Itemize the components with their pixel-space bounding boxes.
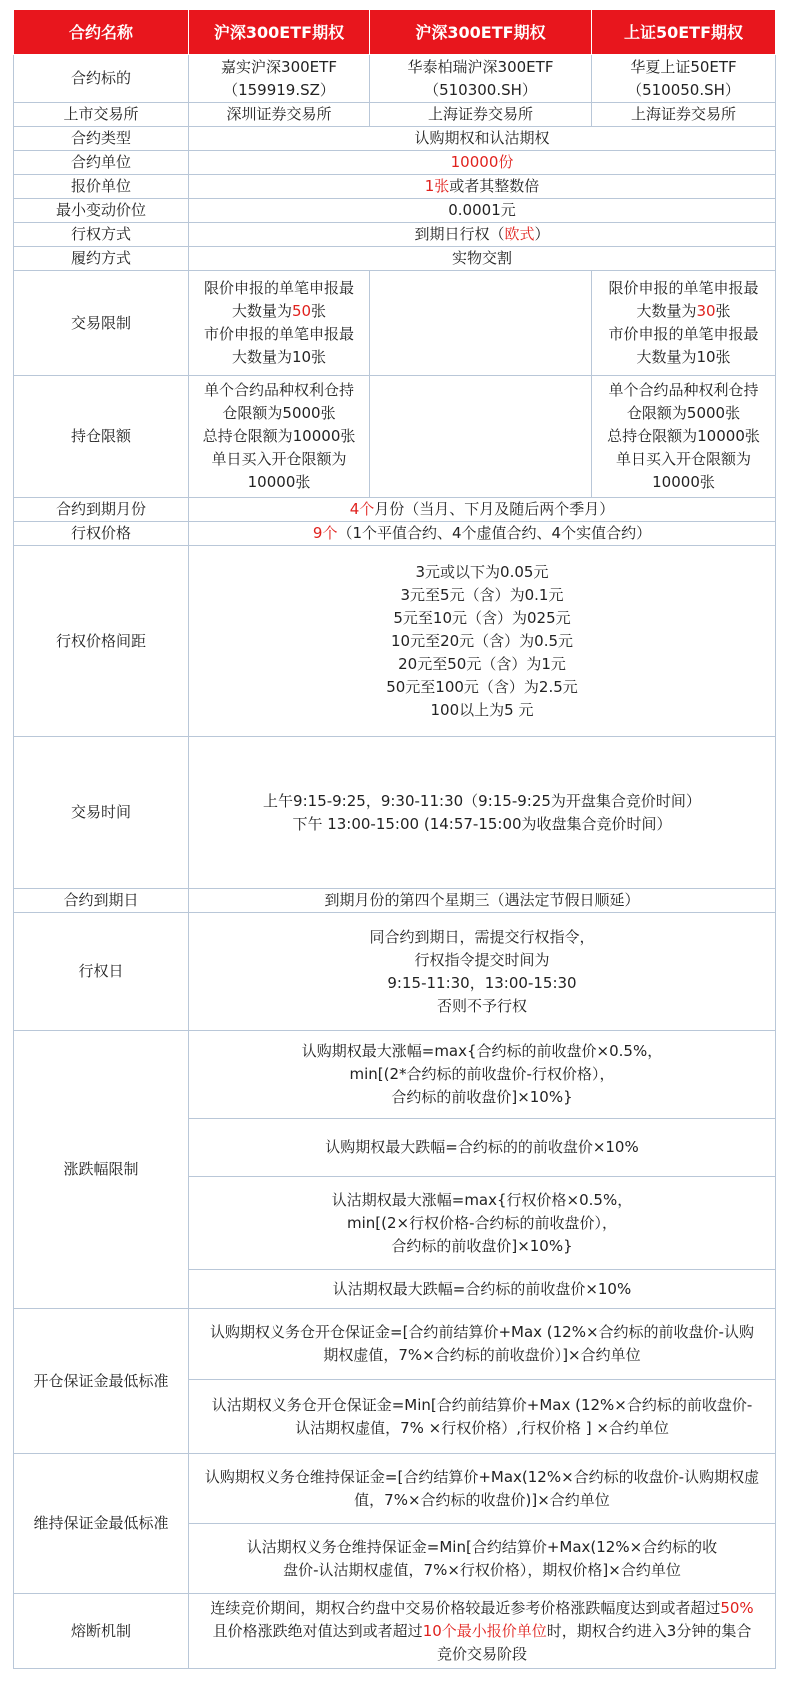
row-exercise-date (14, 913, 776, 1031)
cell-tick-size: 0.0001元 (189, 199, 776, 223)
cell-exercise-date (189, 913, 776, 1031)
circuit-breaker-line2-post: 时，期权合约进入3分钟的集合 (546, 1621, 752, 1640)
cell-underlying-c3 (592, 55, 776, 103)
cell-contract-type: 认购期权和认沽期权 (189, 127, 776, 151)
cell-settlement: 实物交割 (189, 247, 776, 271)
circuit-breaker-line2-red: 10个最小报价单位 (422, 1621, 547, 1640)
exercise-style-pre: 到期日行权（ (414, 225, 505, 243)
cell-position-limit-c1 (189, 376, 370, 498)
put-up-line: min[(2×行权价格-合约标的前收盘价）， (346, 1213, 618, 1232)
row-exercise-style (14, 223, 776, 247)
trade-limit-c1-line2-red: 50 (291, 302, 312, 320)
strike-interval-line: 50元至100元（含）为2.5元 (386, 677, 578, 696)
cell-underlying-c1 (189, 55, 370, 103)
cell-trade-limit-c2 (370, 271, 592, 376)
expiry-months-rest: 月份（当月、下月及随后两个季月） (374, 500, 615, 518)
label-position-limit: 持仓限额 (14, 376, 189, 498)
position-limit-c3-line: 单日买入开仓限额为 (615, 450, 751, 468)
trade-limit-c3-line2-pre: 大数量为 (636, 302, 697, 320)
cell-initial-margin-put (189, 1380, 776, 1454)
underlying-c1-code: （159919.SZ） (223, 80, 335, 99)
row-underlying (14, 55, 776, 103)
cell-strike-prices (189, 522, 776, 546)
strike-interval-line: 3元或以下为0.05元 (415, 562, 549, 581)
strike-interval-line: 100以上为5 元 (430, 700, 534, 719)
position-limit-c1-line: 单日买入开仓限额为 (211, 450, 347, 468)
underlying-c2-code: （510300.SH） (424, 80, 537, 99)
call-up-line: 认购期权最大涨幅=max{合约标的前收盘价×0.5%， (301, 1042, 663, 1060)
cell-circuit-breaker (189, 1594, 776, 1669)
trade-limit-c3-line2-post: 张 (715, 302, 731, 320)
cell-contract-unit: 10000份 (189, 151, 776, 175)
position-limit-c3-line: 10000张 (652, 473, 715, 491)
label-tick-size: 最小变动价位 (14, 199, 189, 223)
header-sz50: 上证50ETF期权 (592, 10, 776, 55)
row-expiry-date (14, 889, 776, 913)
maintenance-margin-call-line: 值，7%×合约标的收盘价)]×合约单位 (354, 1490, 610, 1509)
call-up-line: 合约标的前收盘价]×10%} (391, 1088, 573, 1106)
underlying-c3-code: （510050.SH） (627, 80, 740, 99)
trade-limit-c1-line2 (193, 300, 365, 323)
exercise-date-line: 9:15-11:30，13:00-15:30 (387, 973, 577, 992)
trading-hours-pm: 下午 13:00-15:00 (14:57-15:00为收盘集合竞价时间） (292, 814, 672, 833)
etf-options-spec-table (13, 9, 776, 1669)
exercise-style-red: 欧式 (504, 225, 535, 243)
cell-exchange-c1: 深圳证券交易所 (189, 103, 370, 127)
label-contract-type: 合约类型 (14, 127, 189, 151)
label-maintenance-margin: 维持保证金最低标准 (14, 1454, 189, 1594)
position-limit-c1-line: 总持仓限额为10000张 (202, 427, 356, 445)
label-expiry-date: 合约到期日 (14, 889, 189, 913)
row-contract-unit (14, 151, 776, 175)
row-price-limit-call-up (14, 1031, 776, 1119)
cell-expiry-months (189, 498, 776, 522)
cell-initial-margin-call (189, 1309, 776, 1380)
label-settlement: 履约方式 (14, 247, 189, 271)
position-limit-c1-line: 10000张 (247, 473, 311, 491)
cell-exercise-style (189, 223, 776, 247)
underlying-c2-name: 华泰柏瑞沪深300ETF (407, 57, 554, 76)
label-exchange: 上市交易所 (14, 103, 189, 127)
row-tick-size (14, 199, 776, 223)
row-circuit-breaker (14, 1594, 776, 1669)
header-hs300-sse: 沪深300ETF期权 (370, 10, 592, 55)
initial-margin-put-line: 认沽期权义务仓开仓保证金=Min[合约前结算价+Max (12%×合约标的前收盘价- (211, 1395, 753, 1414)
cell-strike-interval (189, 546, 776, 737)
row-initial-margin-call (14, 1309, 776, 1380)
initial-margin-call-line: 认购期权义务仓开仓保证金=[合约前结算价+Max (12%×合约标的前收盘价-认购 (210, 1323, 754, 1341)
row-settlement (14, 247, 776, 271)
exercise-date-line: 同合约到期日，需提交行权指令， (369, 927, 595, 946)
quote-unit-rest: 或者其整数倍 (449, 177, 540, 195)
position-limit-c1-line: 单个合约品种权利仓持 (203, 381, 354, 399)
label-exercise-style: 行权方式 (14, 223, 189, 247)
underlying-c3-name: 华夏上证50ETF (630, 57, 737, 76)
row-contract-type (14, 127, 776, 151)
position-limit-c3-line: 仓限额为5000张 (626, 404, 741, 422)
maintenance-margin-put-line: 盘价-认沽期权虚值，7%×行权价格），期权价格]×合约单位 (283, 1560, 681, 1579)
position-limit-c3-line: 单个合约品种权利仓持 (608, 381, 759, 399)
quote-unit-red: 1张 (424, 177, 450, 195)
trade-limit-c1-line2-pre: 大数量为 (231, 302, 292, 320)
cell-price-limit-put-up (189, 1177, 776, 1270)
circuit-breaker-line1-pre: 连续竞价期间，期权合约盘中交易价格较最近参考价格涨跌幅度达到或者超过 (210, 1598, 721, 1617)
trade-limit-c3-line1: 限价申报的单笔申报最 (608, 279, 759, 297)
cell-trade-limit-c1 (189, 271, 370, 376)
row-expiry-months (14, 498, 776, 522)
trade-limit-c1-line2-post: 张 (311, 302, 327, 320)
exercise-date-line: 行权指令提交时间为 (414, 950, 550, 969)
trade-limit-c3-line3: 市价申报的单笔申报最 (608, 325, 759, 343)
row-position-limit (14, 376, 776, 498)
label-expiry-months: 合约到期月份 (14, 498, 189, 522)
trade-limit-c1-line1: 限价申报的单笔申报最 (203, 279, 354, 297)
cell-trade-limit-c3 (592, 271, 776, 376)
exercise-style-post: ） (534, 225, 550, 243)
trade-limit-c3-line2 (596, 300, 771, 323)
label-initial-margin: 开仓保证金最低标准 (14, 1309, 189, 1454)
underlying-c1-name: 嘉实沪深300ETF (221, 57, 337, 76)
initial-margin-put-line: 认沽期权虚值，7% ×行权价格）,行权价格 ] ×合约单位 (295, 1418, 669, 1437)
cell-position-limit-c3 (592, 376, 776, 498)
label-exercise-date: 行权日 (14, 913, 189, 1031)
position-limit-c3-line: 总持仓限额为10000张 (607, 427, 760, 445)
cell-price-limit-call-up (189, 1031, 776, 1119)
row-trading-hours (14, 737, 776, 889)
call-up-line: min[(2*合约标的前收盘价-行权价格）， (349, 1065, 615, 1083)
cell-maintenance-margin-put (189, 1524, 776, 1594)
exercise-date-line: 否则不予行权 (436, 996, 527, 1015)
label-trade-limit: 交易限制 (14, 271, 189, 376)
circuit-breaker-line3: 竞价交易阶段 (436, 1644, 527, 1663)
label-price-limit: 涨跌幅限制 (14, 1031, 189, 1309)
expiry-months-red: 4个 (349, 500, 375, 518)
circuit-breaker-line1 (193, 1597, 771, 1620)
label-circuit-breaker: 熔断机制 (14, 1594, 189, 1669)
circuit-breaker-line1-red: 50% (720, 1598, 754, 1617)
trade-limit-c1-line4: 大数量为10张 (231, 348, 327, 366)
circuit-breaker-line2-pre: 且价格涨跌绝对值达到或者超过 (212, 1621, 423, 1640)
strike-prices-rest: （1个平值合约、4个虚值合约、4个实值合约） (337, 524, 652, 542)
circuit-breaker-line2 (193, 1620, 771, 1643)
strike-interval-line: 10元至20元（含）为0.5元 (390, 631, 574, 650)
cell-price-limit-call-down: 认购期权最大跌幅=合约标的的前收盘价×10% (189, 1119, 776, 1177)
strike-prices-red: 9个 (312, 524, 338, 542)
cell-exchange-c3: 上海证券交易所 (592, 103, 776, 127)
row-strike-prices (14, 522, 776, 546)
strike-interval-line: 20元至50元（含）为1元 (398, 654, 566, 673)
label-trading-hours: 交易时间 (14, 737, 189, 889)
put-up-line: 认沽期权最大涨幅=max{行权价格×0.5%， (331, 1190, 633, 1209)
row-quote-unit (14, 175, 776, 199)
cell-maintenance-margin-call (189, 1454, 776, 1524)
header-hs300-szse: 沪深300ETF期权 (189, 10, 370, 55)
trade-limit-c3-line4: 大数量为10张 (636, 348, 731, 366)
cell-position-limit-c2 (370, 376, 592, 498)
label-contract-unit: 合约单位 (14, 151, 189, 175)
label-underlying: 合约标的 (14, 55, 189, 103)
strike-interval-line: 5元至10元（含）为025元 (393, 608, 571, 627)
cell-exchange-c2: 上海证券交易所 (370, 103, 592, 127)
row-trade-limit (14, 271, 776, 376)
label-strike-interval: 行权价格间距 (14, 546, 189, 737)
trade-limit-c3-line2-red: 30 (696, 302, 716, 320)
put-up-line: 合约标的前收盘价]×10%} (391, 1236, 573, 1255)
cell-price-limit-put-down: 认沽期权最大跌幅=合约标的前收盘价×10% (189, 1270, 776, 1309)
cell-trading-hours (189, 737, 776, 889)
maintenance-margin-put-line: 认沽期权义务仓维持保证金=Min[合约结算价+Max(12%×合约标的收 (246, 1537, 718, 1556)
initial-margin-call-line: 期权虚值，7%×合约标的前收盘价）]×合约单位 (323, 1346, 641, 1364)
row-exchange (14, 103, 776, 127)
header-row (14, 10, 776, 55)
cell-expiry-date: 到期月份的第四个星期三（遇法定节假日顺延） (189, 889, 776, 913)
strike-interval-line: 3元至5元（含）为0.1元 (400, 585, 564, 604)
row-maintenance-margin-call (14, 1454, 776, 1524)
label-quote-unit: 报价单位 (14, 175, 189, 199)
cell-underlying-c2 (370, 55, 592, 103)
trade-limit-c1-line3: 市价申报的单笔申报最 (203, 325, 354, 343)
position-limit-c1-line: 仓限额为5000张 (222, 404, 336, 422)
label-strike-prices: 行权价格 (14, 522, 189, 546)
trading-hours-am: 上午9:15-9:25，9:30-11:30（9:15-9:25为开盘集合竞价时间） (263, 791, 701, 810)
row-strike-interval (14, 546, 776, 737)
cell-quote-unit (189, 175, 776, 199)
header-contract-name: 合约名称 (14, 10, 189, 55)
maintenance-margin-call-line: 认购期权义务仓维持保证金=[合约结算价+Max(12%×合约标的收盘价-认购期权虚 (204, 1467, 760, 1486)
